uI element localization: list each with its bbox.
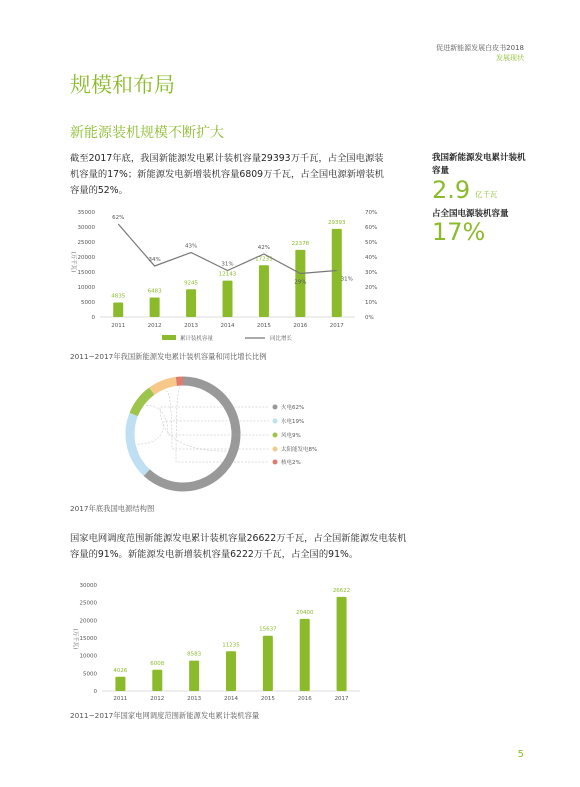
growth-value-label: 62% [112,215,125,221]
chart3-caption: 2011~2017年国家电网调度范围新能源发电累计装机容量 [70,711,260,720]
legend-label-capacity: 累计装机容量 [180,336,214,342]
y-tick-label: 0 [91,315,95,321]
chart1-caption: 2011~2017年我国新能源发电累计装机容量和同比增长比例 [70,352,267,361]
bar-value-label: 17233 [255,256,273,263]
x-tick-label: 2011 [113,696,128,702]
bar [189,661,199,691]
growth-value-label: 42% [257,245,271,251]
x-tick-label: 2016 [293,323,308,329]
bar [263,636,273,691]
y2-tick-label: 70% [365,210,378,216]
bar [186,289,196,317]
bar-value-label: 6483 [147,288,162,295]
donut-slice [152,381,177,391]
bar-value-label: 11235 [222,642,240,649]
y-tick-label: 30000 [79,583,97,589]
y2-tick-label: 10% [365,300,378,306]
y2-tick-label: 0% [365,315,374,321]
bar-value-label: 22378 [291,240,310,247]
bar-value-label: 26622 [332,587,351,594]
intro-paragraph: 截至2017年底，我国新能源发电累计装机容量29393万千瓦，占全国电源装机容量的17%；新能源发电新增装机容量6809万千瓦，占全国电源新增装机容量的52%。 [70,153,384,196]
y2-tick-label: 40% [365,255,378,261]
section-title: 新能源装机规模不断扩大 [70,125,224,141]
growth-value-label: 31% [340,276,353,283]
bar [259,265,269,317]
stat-capacity-value: 2.9 [432,176,471,204]
y-tick-label: 30000 [77,225,95,231]
y-tick-label: 15000 [77,270,95,276]
bar [337,597,347,691]
y-tick-label: 5000 [81,300,95,306]
bar-value-label: 12143 [218,271,237,278]
donut-slice [130,414,147,472]
y-axis-label: (万千瓦) [70,251,76,273]
y-tick-label: 15000 [79,636,97,642]
growth-value-label: 34% [148,257,161,263]
x-tick-label: 2017 [334,696,349,702]
y-axis-label: (万千瓦) [72,628,78,650]
y2-tick-label: 30% [365,270,378,276]
bar [226,651,236,691]
y-tick-label: 10000 [79,653,97,660]
legend-dot [273,433,278,438]
leader-line [138,421,269,444]
stat-share-label: 占全国电源装机容量 [432,209,509,219]
x-tick-label: 2017 [329,323,344,329]
x-tick-label: 2011 [111,323,126,329]
stat-capacity-label: 我国新能源发电累计装机容量 [432,153,526,176]
bar-value-label: 8583 [187,651,202,658]
bar [150,298,160,317]
bar [113,302,123,317]
legend-label-growth: 同比增长 [270,336,293,342]
bar-value-label: 9245 [184,280,199,287]
bar [152,670,162,691]
bar-value-label: 15637 [259,626,277,633]
x-tick-label: 2015 [260,696,275,702]
y-tick-label: 20000 [79,618,97,625]
legend-dot [273,419,278,424]
legend-label: 核电2% [281,460,301,466]
bar-value-label: 4835 [111,293,126,300]
bar-value-label: 29393 [328,219,346,226]
bar [115,677,125,691]
bar [332,229,342,317]
page-title: 规模和布局 [70,73,175,97]
x-tick-label: 2014 [220,323,235,329]
bar [300,619,310,691]
x-tick-label: 2015 [256,323,271,329]
donut-slice [147,381,236,487]
running-header-title: 促进新能源发展白皮书2018 [436,44,524,52]
stat-share-value: 17% [432,218,486,246]
y-tick-label: 25000 [77,240,95,246]
y-tick-label: 5000 [83,671,97,678]
y2-tick-label: 20% [365,285,378,291]
bar [223,281,233,317]
legend-label: 风电9% [281,433,301,439]
running-header-subtitle: 发展现状 [496,54,524,62]
chart2-caption: 2017年底我国电源结构图 [70,504,155,513]
x-tick-label: 2013 [187,696,202,702]
legend-label: 水电19% [281,419,305,425]
stat-capacity-unit: 亿千瓦 [475,190,498,199]
x-tick-label: 2014 [224,696,238,702]
growth-value-label: 31% [221,261,234,268]
growth-value-label: 43% [184,243,198,250]
page-number: 5 [517,749,524,760]
donut-slice [134,391,152,414]
bar-value-label: 4026 [113,667,128,674]
x-tick-label: 2013 [184,323,199,329]
y-tick-label: 20000 [77,255,95,261]
y-tick-label: 0 [93,689,97,695]
power-structure-donut-chart [0,376,580,500]
bar-value-label: 6008 [150,660,165,667]
legend-label: 太阳能发电8% [281,447,318,453]
x-tick-label: 2012 [147,323,162,329]
legend-swatch-capacity [162,335,176,340]
capacity-growth-chart [0,200,580,350]
legend-label: 火电62% [281,405,305,411]
growth-value-label: 29% [294,279,307,286]
y2-tick-label: 60% [365,225,378,231]
grid-paragraph: 国家电网调度范围新能源发电累计装机容量26622万千瓦，占全国新能源发电装机容量的91%。新能源发电新增装机容量6222万千瓦，占全国的91%。 [70,533,407,560]
bar-value-label: 20400 [295,609,314,616]
leader-line [146,405,269,435]
y2-tick-label: 50% [365,240,378,246]
legend-dot [273,460,278,465]
grid-capacity-chart [0,577,580,707]
y-tick-label: 25000 [79,600,97,607]
legend-dot [273,447,278,452]
x-tick-label: 2016 [297,696,312,702]
x-tick-label: 2012 [150,696,165,702]
y-tick-label: 35000 [77,210,95,216]
legend-dot [273,405,278,410]
y-tick-label: 10000 [77,285,95,291]
